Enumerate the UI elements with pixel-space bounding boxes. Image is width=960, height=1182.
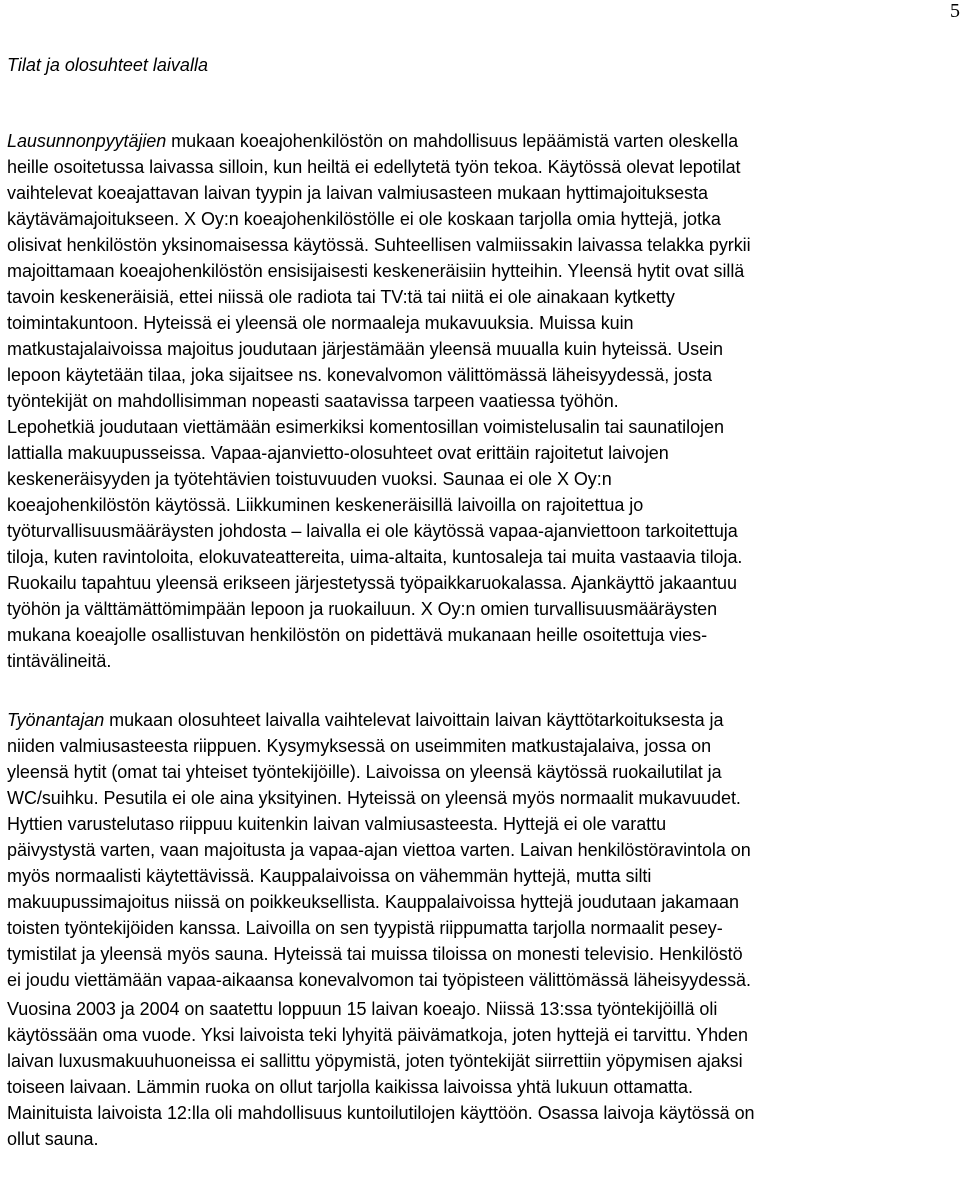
line-text: Lepohetkiä joudutaan viettämään esimerkiksi komentosillan voimistelusalin tai saunatilojen: [7, 417, 724, 437]
line-text: olisivat henkilöstön yksinomaisessa käytössä. Suhteellisen valmiissakin laivassa telakka pyrkii: [7, 235, 751, 255]
line-text: matkustajalaivoissa majoitus joudutaan järjestämään yleensä muualla kuin hyteissä. Usein: [7, 339, 723, 359]
line-text: työturvallisuusmääräysten johdosta – laivalla ei ole käytössä vapaa-ajanviettoon tarkoitettuja: [7, 521, 738, 541]
line-text: laivan luxusmakuuhuoneissa ei sallittu yöpymistä, joten työntekijät siirrettiin yöpymisen ajaksi: [7, 1051, 743, 1071]
text-line: [7, 284, 751, 310]
text-line: [7, 1100, 755, 1126]
text-line: [7, 915, 751, 941]
paragraph-tyonantaja: [7, 707, 751, 993]
line-text: WC/suihku. Pesutila ei ole aina yksityinen. Hyteissä on yleensä myös normaalit mukavuudet.: [7, 788, 741, 808]
text-line: [7, 388, 751, 414]
line-text: päivystystä varten, vaan majoitusta ja vapaa-ajan viettoa varten. Laivan henkilöstöravintola on: [7, 840, 751, 860]
text-line: [7, 941, 751, 967]
text-line: [7, 154, 751, 180]
text-line: [7, 336, 751, 362]
line-text: työntekijät on mahdollisimman nopeasti saatavissa tarpeen vaatiessa työhön.: [7, 391, 619, 411]
line-text: tintävälineitä.: [7, 651, 112, 671]
line-text: heille osoitetussa laivassa silloin, kun heiltä ei edellytetä työn tekoa. Käytössä olevat lepotilat: [7, 157, 741, 177]
text-line: [7, 967, 751, 993]
text-line: [7, 785, 751, 811]
page-number: 5: [950, 0, 960, 22]
line-text: toiseen laivaan. Lämmin ruoka on ollut tarjolla kaikissa laivoissa yhtä lukuun ottamatta.: [7, 1077, 693, 1097]
text-line: [7, 733, 751, 759]
line-text: tiloja, kuten ravintoloita, elokuvateattereita, uima-altaita, kuntosaleja tai muita vastaavia tiloja.: [7, 547, 743, 567]
line-text: yleensä hytit (omat tai yhteiset työntekijöille). Laivoissa on yleensä käytössä ruokailutilat ja: [7, 762, 722, 782]
paragraph-koeajot-2003-2004: [7, 996, 755, 1152]
text-line: [7, 310, 751, 336]
line-text: käytössään oma vuode. Yksi laivoista teki lyhyitä päivämatkoja, joten hyttejä ei tarvittu. Yhden: [7, 1025, 748, 1045]
line-text: Mainituista laivoista 12:lla oli mahdollisuus kuntoilutilojen käyttöön. Osassa laivoja käytössä on: [7, 1103, 755, 1123]
text-line: [7, 996, 755, 1022]
text-line: [7, 1126, 755, 1152]
line-text: Vuosina 2003 ja 2004 on saatettu loppuun 15 laivan koeajo. Niissä 13:ssa työntekijöillä oli: [7, 999, 718, 1019]
line-text: mukana koeajolle osallistuvan henkilöstön on pidettävä mukanaan heille osoitettuja vies-: [7, 625, 708, 645]
text-line: [7, 206, 751, 232]
text-line: [7, 648, 751, 674]
text-line: [7, 518, 751, 544]
line-text: mukaan olosuhteet laivalla vaihtelevat laivoittain laivan käyttötarkoituksesta ja: [104, 710, 724, 730]
text-line: [7, 232, 751, 258]
line-text: majoittamaan koeajohenkilöstön ensisijaisesti keskeneräisiin hytteihin. Yleensä hytit ovat sillä: [7, 261, 745, 281]
text-line: [7, 440, 751, 466]
text-line: [7, 1022, 755, 1048]
line-text: tavoin keskeneräisiä, ettei niissä ole radiota tai TV:tä tai niitä ei ole ainakaan kytketty: [7, 287, 675, 307]
section-heading: Tilat ja olosuhteet laivalla: [7, 55, 208, 75]
text-line: [7, 128, 751, 154]
line-text: lepoon käytetään tilaa, joka sijaitsee ns. konevalvomon välittömässä läheisyydessä, josta: [7, 365, 712, 385]
line-text: keskeneräisyyden ja työtehtävien toistuvuuden vuoksi. Saunaa ei ole X Oy:n: [7, 469, 612, 489]
text-line: [7, 258, 751, 284]
text-line: [7, 622, 751, 648]
line-text: myös normaalisti käytettävissä. Kauppalaivoissa on vähemmän hyttejä, mutta silti: [7, 866, 652, 886]
line-text: niiden valmiusasteesta riippuen. Kysymyksessä on useimmiten matkustajalaiva, jossa on: [7, 736, 712, 756]
text-line: [7, 837, 751, 863]
line-text: ollut sauna.: [7, 1129, 99, 1149]
text-line: [7, 544, 751, 570]
line-text: mukaan koeajohenkilöstön on mahdollisuus lepäämistä varten oleskella: [166, 131, 739, 151]
text-line: [7, 596, 751, 622]
line-text: koeajohenkilöstön käytössä. Liikkuminen keskeneräisillä laivoilla on rajoitettua jo: [7, 495, 644, 515]
line-text: ei joudu viettämään vapaa-aikaansa konevalvomon tai työpisteen välittömässä läheisyydessä.: [7, 970, 751, 990]
line-text: toimintakuntoon. Hyteissä ei yleensä ole normaaleja mukavuuksia. Muissa kuin: [7, 313, 634, 333]
text-line: [7, 863, 751, 889]
text-line: [7, 1048, 755, 1074]
text-line: [7, 811, 751, 837]
line-text: tymistilat ja yleensä myös sauna. Hyteissä tai muissa tiloissa on monesti televisio. Henkilöstö: [7, 944, 743, 964]
line-text: vaihtelevat koeajattavan laivan tyypin ja laivan valmiusasteen mukaan hyttimajoituksesta: [7, 183, 708, 203]
paragraph-lausunnonpyytajat: [7, 128, 751, 674]
line-text: lattialla makuupusseissa. Vapaa-ajanvietto-olosuhteet ovat erittäin rajoitetut laivojen: [7, 443, 669, 463]
line-text: työhön ja välttämättömimpään lepoon ja ruokailuun. X Oy:n omien turvallisuusmääräysten: [7, 599, 718, 619]
text-line: [7, 570, 751, 596]
text-line: [7, 707, 751, 733]
line-text: Ruokailu tapahtuu yleensä erikseen järjestetyssä työpaikkaruokalassa. Ajankäyttö jakaantuu: [7, 573, 737, 593]
text-line: [7, 414, 751, 440]
italic-term: Työnantajan: [7, 710, 105, 730]
text-line: [7, 466, 751, 492]
text-line: [7, 889, 751, 915]
line-text: makuupussimajoitus niissä on poikkeuksellista. Kauppalaivoissa hyttejä joudutaan jakamaan: [7, 892, 739, 912]
line-text: käytävämajoitukseen. X Oy:n koeajohenkilöstölle ei ole koskaan tarjolla omia hyttejä, jotka: [7, 209, 721, 229]
text-line: [7, 362, 751, 388]
line-text: toisten työntekijöiden kanssa. Laivoilla on sen tyypistä riippumatta tarjolla normaalit pesey-: [7, 918, 723, 938]
text-line: [7, 492, 751, 518]
text-line: [7, 759, 751, 785]
line-text: Hyttien varustelutaso riippuu kuitenkin laivan valmiusasteesta. Hyttejä ei ole varattu: [7, 814, 667, 834]
text-line: [7, 1074, 755, 1100]
italic-term: Lausunnonpyytäjien: [7, 131, 167, 151]
text-line: [7, 180, 751, 206]
